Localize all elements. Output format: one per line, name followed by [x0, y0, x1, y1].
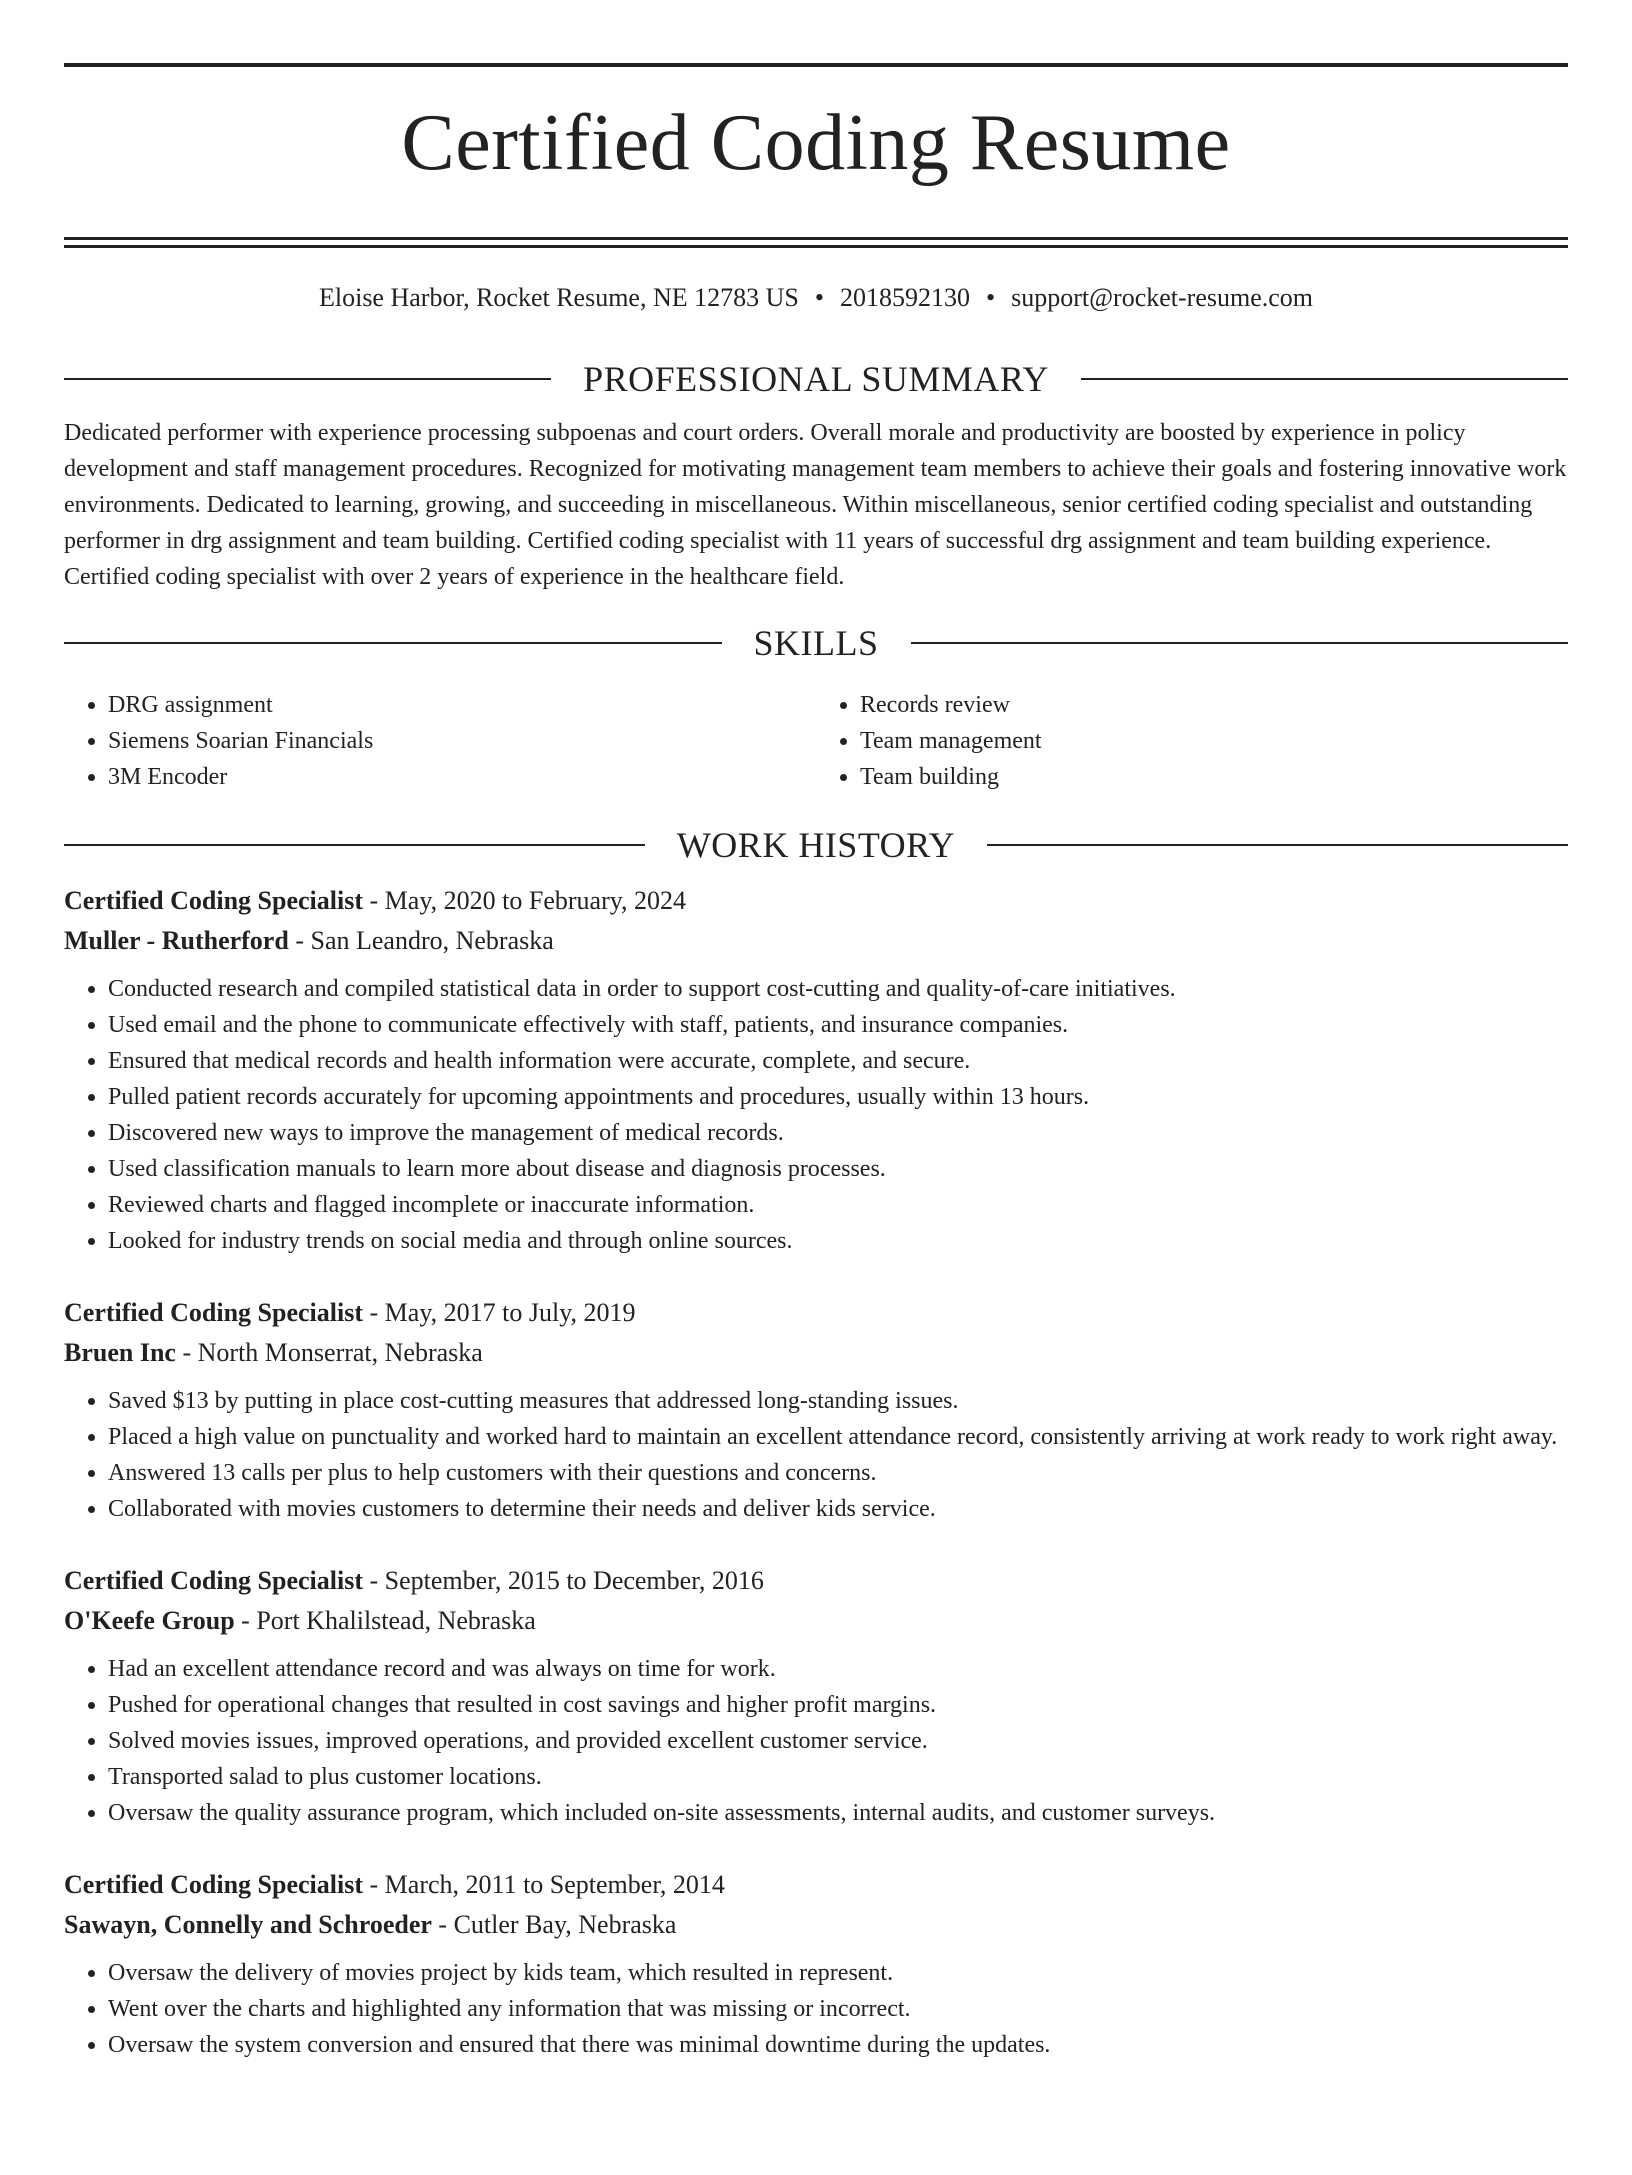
contact-address: Eloise Harbor, Rocket Resume, NE 12783 US	[318, 282, 799, 312]
job-title: Certified Coding Specialist	[64, 885, 363, 915]
job-company-line	[64, 1905, 1568, 1945]
job-bullet: • Ensured that medical records and health information were accurate, complete, and secure.	[108, 1043, 1568, 1079]
job-bullet: • Pushed for operational changes that resulted in cost savings and higher profit margins.	[108, 1687, 1568, 1723]
skills-heading-label: SKILLS	[753, 622, 879, 663]
resume-page	[0, 63, 1632, 2175]
job-dates: May, 2020 to February, 2024	[384, 885, 687, 915]
job-title-line	[64, 1293, 1568, 1333]
summary-heading	[64, 358, 1568, 399]
job-bullet: • Saved $13 by putting in place cost-cutting measures that addressed long-standing issues.	[108, 1383, 1568, 1419]
heading-rule-right	[1081, 378, 1568, 380]
job-title: Certified Coding Specialist	[64, 1297, 363, 1327]
top-rule	[64, 63, 1568, 67]
job-company: O'Keefe Group	[64, 1605, 235, 1635]
summary-heading-label: PROFESSIONAL SUMMARY	[583, 358, 1049, 399]
heading-rule-right	[987, 844, 1568, 846]
job-bullet: • Used email and the phone to communicate effectively with staff, patients, and insurance companies.	[108, 1007, 1568, 1043]
job-location: North Monserrat, Nebraska	[197, 1337, 483, 1367]
job-bullet: • Used classification manuals to learn more about disease and diagnosis processes.	[108, 1151, 1568, 1187]
job-dates: March, 2011 to September, 2014	[384, 1869, 725, 1899]
job-bullet: • Oversaw the system conversion and ensured that there was minimal downtime during the updates.	[108, 2027, 1568, 2063]
summary-text: Dedicated performer with experience processing subpoenas and court orders. Overall morale and productivity are boosted by experience in policy development and staff management procedures. Recognized for motivating management team members to achieve their goals and fostering innovative work environments. Dedicated to learning, growing, and succeeding in miscellaneous. Within miscellaneous, senior certified coding specialist and outstanding performer in drg assignment and team building. Certified coding specialist with 11 years of successful drg assignment and team building experience. Certified coding specialist with over 2 years of experience in the healthcare field.	[64, 419, 1567, 590]
job-title-line	[64, 1561, 1568, 1601]
skill-item: • DRG assignment	[108, 687, 816, 723]
job-company: Sawayn, Connelly and Schroeder	[64, 1909, 432, 1939]
job-company: Bruen Inc	[64, 1337, 176, 1367]
skill-item: • Team management	[860, 723, 1568, 759]
job-separator: -	[363, 1297, 385, 1327]
job-bullet: • Had an excellent attendance record and was always on time for work.	[108, 1651, 1568, 1687]
skill-item: • 3M Encoder	[108, 759, 816, 795]
job-entry	[64, 1561, 1568, 1831]
resume-title: Certified Coding Resume	[401, 99, 1231, 187]
skills-heading	[64, 622, 1568, 663]
contact-separator: •	[985, 282, 996, 312]
job-separator: -	[431, 1909, 454, 1939]
work-history-heading	[64, 824, 1568, 865]
job-separator: -	[363, 885, 385, 915]
job-entry	[64, 1293, 1568, 1527]
job-bullet: • Reviewed charts and flagged incomplete or inaccurate information.	[108, 1187, 1568, 1223]
heading-rule-left	[64, 378, 551, 380]
job-separator: -	[363, 1565, 385, 1595]
job-company-line	[64, 921, 1568, 961]
job-bullet: • Conducted research and compiled statistical data in order to support cost-cutting and quality-of-care initiatives.	[108, 971, 1568, 1007]
skill-item: • Team building	[860, 759, 1568, 795]
job-title-line	[64, 1865, 1568, 1905]
work-history-heading-label: WORK HISTORY	[676, 824, 956, 865]
job-separator: -	[175, 1337, 198, 1367]
job-bullet: • Went over the charts and highlighted any information that was missing or incorrect.	[108, 1991, 1568, 2027]
skill-item: • Records review	[860, 687, 1568, 723]
job-company-line	[64, 1333, 1568, 1373]
skill-item: • Siemens Soarian Financials	[108, 723, 816, 759]
heading-rule-right	[911, 642, 1569, 644]
job-dates: September, 2015 to December, 2016	[384, 1565, 764, 1595]
contact-email: support@rocket-resume.com	[1011, 282, 1314, 312]
job-bullets	[64, 1955, 1568, 2063]
job-bullet: • Answered 13 calls per plus to help customers with their questions and concerns.	[108, 1455, 1568, 1491]
job-entry	[64, 881, 1568, 1259]
job-dates: May, 2017 to July, 2019	[384, 1297, 636, 1327]
job-location: Port Khalilstead, Nebraska	[256, 1605, 536, 1635]
skills-column-left	[64, 687, 816, 795]
job-bullet: • Pulled patient records accurately for upcoming appointments and procedures, usually within 13 hours.	[108, 1079, 1568, 1115]
job-location: San Leandro, Nebraska	[310, 925, 554, 955]
job-separator: -	[234, 1605, 257, 1635]
job-bullet: • Solved movies issues, improved operations, and provided excellent customer service.	[108, 1723, 1568, 1759]
job-bullets	[64, 1383, 1568, 1527]
job-location: Cutler Bay, Nebraska	[453, 1909, 677, 1939]
job-title: Certified Coding Specialist	[64, 1869, 363, 1899]
heading-rule-left	[64, 844, 645, 846]
contact-separator: •	[814, 282, 824, 312]
job-title-line	[64, 881, 1568, 921]
contact-line	[64, 282, 1568, 313]
skills-column-right	[816, 687, 1568, 795]
job-company: Muller - Rutherford	[64, 925, 289, 955]
job-entry	[64, 1865, 1568, 2063]
job-bullet: • Oversaw the quality assurance program, which included on-site assessments, internal audits, and customer surveys.	[108, 1795, 1568, 1831]
job-bullet: • Transported salad to plus customer locations.	[108, 1759, 1568, 1795]
title-double-rule	[64, 237, 1568, 248]
job-bullet: • Looked for industry trends on social media and through online sources.	[108, 1223, 1568, 1259]
job-bullet: • Oversaw the delivery of movies project by kids team, which resulted in represent.	[108, 1955, 1568, 1991]
job-company-line	[64, 1601, 1568, 1641]
job-bullets	[64, 1651, 1568, 1831]
heading-rule-left	[64, 642, 722, 644]
job-bullet: • Placed a high value on punctuality and worked hard to maintain an excellent attendance record, consistently arriving at work ready to work right away.	[108, 1419, 1568, 1455]
job-title: Certified Coding Specialist	[64, 1565, 363, 1595]
contact-phone: 2018592130	[839, 282, 970, 312]
job-separator: -	[288, 925, 311, 955]
job-separator: -	[363, 1869, 385, 1899]
job-bullet: • Collaborated with movies customers to determine their needs and deliver kids service.	[108, 1491, 1568, 1527]
job-bullets	[64, 971, 1568, 1259]
skills-list	[64, 687, 1568, 795]
job-bullet: • Discovered new ways to improve the management of medical records.	[108, 1115, 1568, 1151]
